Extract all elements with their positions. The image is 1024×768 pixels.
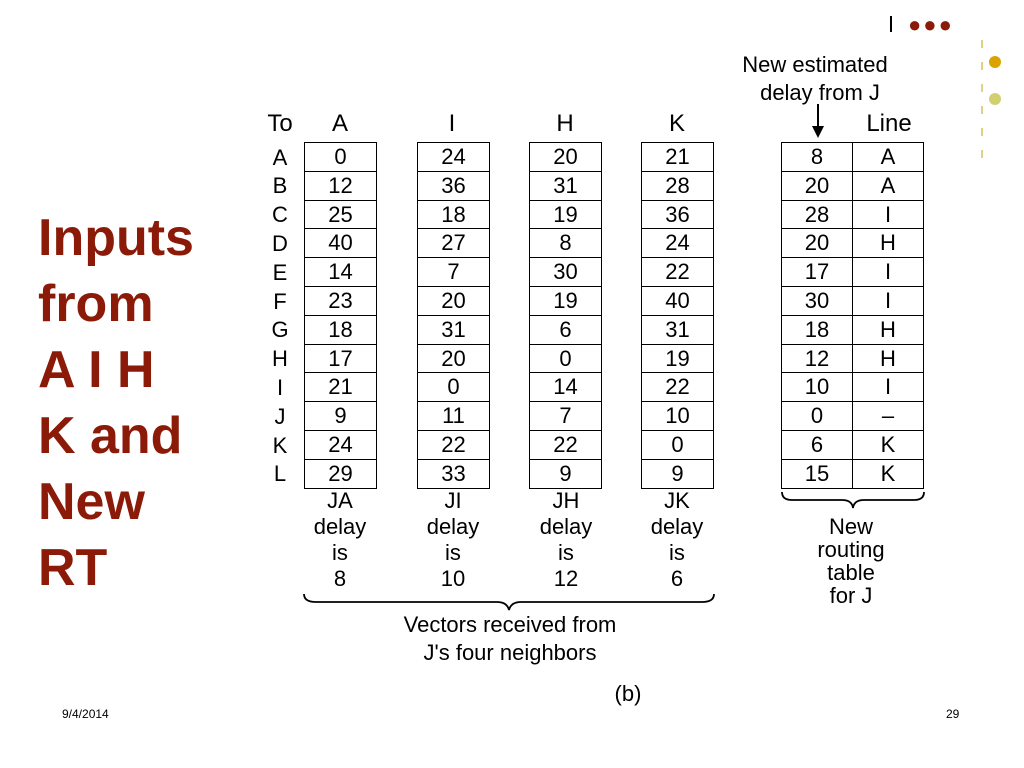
- caption-text: routing: [817, 537, 885, 562]
- rt-line-cell: A: [880, 144, 896, 169]
- caption-text: is: [445, 540, 461, 565]
- vector-cell: 14: [305, 258, 376, 287]
- rt-line-cell: A: [880, 172, 896, 198]
- caption-text: JK: [664, 488, 690, 513]
- vector-cell: 36: [418, 172, 489, 201]
- row-label: K: [272, 433, 288, 458]
- vector-cell: 17: [305, 345, 376, 374]
- vector-cell: 7: [530, 402, 601, 431]
- caption-text: table: [827, 560, 875, 585]
- rt-delay-cell: 20: [782, 172, 853, 200]
- vector-cell: 24: [305, 431, 376, 460]
- vector-cell: 31: [418, 316, 489, 345]
- rt-line-cell: I: [884, 259, 892, 285]
- vector-cell: 18: [305, 316, 376, 345]
- vector-cell: 22: [418, 431, 489, 460]
- rt-line-cell: K: [880, 460, 896, 486]
- vector-cell: 9: [530, 460, 601, 489]
- caption-text: New: [828, 514, 873, 539]
- table-row: [782, 402, 923, 431]
- vector-cell: 22: [642, 373, 713, 402]
- vector-cell: 40: [642, 287, 713, 316]
- rt-delay-cell: 20: [782, 229, 853, 257]
- table-row: [782, 373, 923, 402]
- row-label: F: [273, 289, 287, 314]
- caption-text: delay: [313, 514, 367, 539]
- caption-text: delay: [650, 514, 704, 539]
- vector-cell: 33: [418, 460, 489, 489]
- vector-cell: 31: [530, 172, 601, 201]
- vector-cell: 14: [530, 373, 601, 402]
- table-row: [782, 258, 923, 287]
- title-line: RT: [38, 539, 108, 597]
- delay-caption-ja: [285, 488, 395, 592]
- rt-line-cell: –: [881, 403, 895, 429]
- row-label: B: [272, 173, 288, 198]
- rt-line-cell: H: [880, 316, 896, 342]
- vector-cell: 7: [418, 258, 489, 287]
- vector-cell: 24: [642, 229, 713, 258]
- rt-delay-cell: 6: [782, 431, 853, 459]
- header-divider: [890, 16, 892, 32]
- vector-cell: 20: [418, 345, 489, 374]
- table-row: [782, 143, 923, 172]
- rt-line-cell: I: [884, 287, 892, 313]
- vector-column-k: [641, 142, 714, 489]
- vector-cell: 0: [418, 373, 489, 402]
- side-decoration: [978, 40, 1024, 160]
- rt-delay-cell: 10: [782, 373, 853, 401]
- table-row: [782, 345, 923, 374]
- vector-cell: 20: [530, 143, 601, 172]
- delay-caption-jk: [622, 488, 732, 592]
- rt-delay-cell: 30: [782, 287, 853, 315]
- annotation-line2: delay from J: [760, 80, 880, 105]
- caption-text: delay: [539, 514, 593, 539]
- row-label: L: [273, 461, 287, 486]
- table-row: [782, 172, 923, 201]
- caption-text: 12: [553, 566, 579, 591]
- vector-cell: 0: [305, 143, 376, 172]
- rt-delay-cell: 15: [782, 460, 853, 488]
- new-routing-table: [781, 142, 924, 489]
- vector-cell: 0: [530, 345, 601, 374]
- vector-cell: 6: [530, 316, 601, 345]
- vector-cell: 8: [530, 229, 601, 258]
- vectors-brace: [302, 592, 716, 612]
- vector-cell: 27: [418, 229, 489, 258]
- vector-cell: 19: [642, 345, 713, 374]
- caption-text: JI: [444, 488, 462, 513]
- title-line: Inputs: [38, 209, 194, 267]
- dots-decoration: ●●●: [908, 12, 954, 37]
- row-label: H: [272, 346, 288, 371]
- vector-cell: 30: [530, 258, 601, 287]
- caption-text: 6: [670, 566, 684, 591]
- caption-text: is: [332, 540, 348, 565]
- caption-text: 8: [333, 566, 347, 591]
- row-label: G: [271, 317, 289, 342]
- table-row: [782, 201, 923, 230]
- vectors-caption-line2: J's four neighbors: [423, 640, 597, 665]
- rt-line-cell: I: [884, 201, 892, 227]
- rt-delay-cell: 12: [782, 345, 853, 373]
- vector-column-h: [529, 142, 602, 489]
- rt-brace: [780, 490, 926, 510]
- table-row: [782, 316, 923, 345]
- header-col-a: A: [331, 110, 348, 137]
- rt-delay-cell: 8: [782, 143, 853, 171]
- vector-cell: 28: [642, 172, 713, 201]
- table-row: [782, 431, 923, 460]
- row-label: J: [274, 404, 286, 429]
- row-label: D: [272, 231, 288, 256]
- vector-cell: 36: [642, 201, 713, 230]
- row-label: C: [272, 202, 288, 227]
- caption-text: JA: [327, 488, 353, 513]
- vector-cell: 21: [305, 373, 376, 402]
- vector-cell: 18: [418, 201, 489, 230]
- header-col-h: H: [556, 110, 574, 137]
- rt-line-cell: H: [880, 345, 896, 371]
- header-to: To: [267, 110, 293, 137]
- vector-cell: 19: [530, 201, 601, 230]
- table-row: [782, 229, 923, 258]
- caption-text: is: [669, 540, 685, 565]
- vector-column-i: [417, 142, 490, 489]
- rt-delay-cell: 0: [782, 402, 853, 430]
- vector-cell: 12: [305, 172, 376, 201]
- vector-cell: 31: [642, 316, 713, 345]
- caption-text: for J: [829, 583, 873, 608]
- vector-cell: 40: [305, 229, 376, 258]
- vector-cell: 0: [642, 431, 713, 460]
- vector-cell: 9: [305, 402, 376, 431]
- vector-cell: 24: [418, 143, 489, 172]
- caption-text: 10: [440, 566, 466, 591]
- rt-line-cell: I: [884, 374, 892, 400]
- vector-column-a: [304, 142, 377, 489]
- caption-text: JH: [552, 488, 580, 513]
- rt-delay-cell: 18: [782, 316, 853, 344]
- title-line: New: [38, 473, 145, 531]
- vector-cell: 9: [642, 460, 713, 489]
- table-row: [782, 287, 923, 316]
- vectors-caption-line1: Vectors received from: [403, 612, 617, 637]
- vector-cell: 19: [530, 287, 601, 316]
- slide-title: [38, 205, 238, 601]
- row-label: A: [272, 145, 288, 170]
- vector-cell: 10: [642, 402, 713, 431]
- header-col-i: I: [448, 110, 456, 137]
- delay-caption-ji: [398, 488, 508, 592]
- rt-line-cell: K: [880, 431, 896, 457]
- vector-cell: 29: [305, 460, 376, 489]
- rt-delay-cell: 17: [782, 258, 853, 286]
- caption-text: delay: [426, 514, 480, 539]
- row-label: I: [276, 375, 284, 400]
- rt-delay-cell: 28: [782, 201, 853, 229]
- footer-page-number: 29: [946, 707, 960, 721]
- vector-cell: 22: [642, 258, 713, 287]
- title-line: A I H: [38, 341, 155, 399]
- title-line: from: [38, 275, 154, 333]
- vector-cell: 23: [305, 287, 376, 316]
- title-line: K and: [38, 407, 183, 465]
- new-rt-caption: [796, 515, 906, 607]
- vector-cell: 21: [642, 143, 713, 172]
- header-col-k: K: [668, 110, 685, 137]
- caption-text: is: [558, 540, 574, 565]
- header-line: Line: [866, 110, 912, 137]
- footer-date: 9/4/2014: [62, 707, 109, 721]
- vector-cell: 20: [418, 287, 489, 316]
- table-row: [782, 460, 923, 489]
- vector-cell: 25: [305, 201, 376, 230]
- annotation-line1: New estimated: [742, 52, 888, 77]
- vector-cell: 11: [418, 402, 489, 431]
- down-arrow-icon: [808, 104, 828, 140]
- vector-cell: 22: [530, 431, 601, 460]
- figure-label: (b): [614, 681, 642, 706]
- rt-line-cell: H: [880, 230, 896, 256]
- delay-caption-jh: [511, 488, 621, 592]
- row-label: E: [272, 260, 288, 285]
